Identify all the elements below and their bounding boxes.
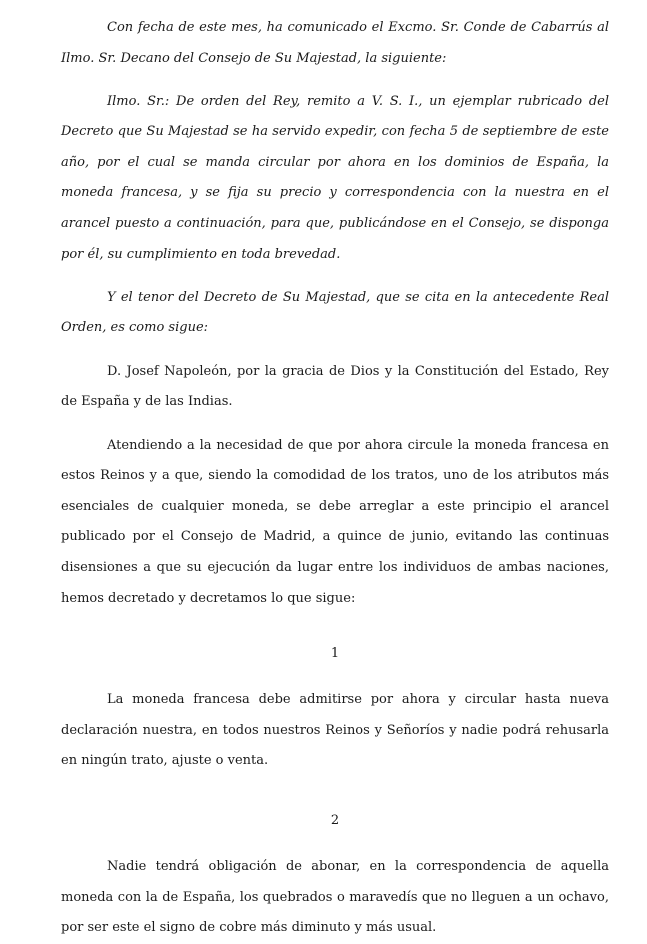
decree-introduction-paragraph: Y el tenor del Decreto de Su Majestad, que se cita en la antecedente Real Orden, es como sigue: bbox=[61, 289, 609, 336]
decree-preamble-paragraph: Atendiendo a la necesidad de que por ahora circule la moneda francesa en estos Reinos y a que, siendo la comodidad de los tratos, uno de los atributos más esenciales de cualquier moneda, se debe arreglar a este principio el arancel publicado por el Consejo de Madrid, a quince de junio, evitando las continuas disensiones a que su ejecución da lugar entre los individuos de ambas naciones, hemos decretado y decretamos lo que sigue: bbox=[61, 437, 609, 606]
royal-order-paragraph: Ilmo. Sr.: De orden del Rey, remito a V. S. I., un ejemplar rubricado del Decreto que Su Majestad se ha servido expedir, con fecha 5 de septiembre de este año, por el cual se manda circular por ahora en los dominios de España, la moneda francesa, y se fija su precio y correspondencia con la nuestra en el arancel puesto a continuación, para que, publicándose en el Consejo, se disponga por él, su cumplimiento en toda brevedad. bbox=[61, 93, 609, 262]
section-number-1: 1 bbox=[330, 646, 340, 662]
section-2-paragraph: Nadie tendrá obligación de abonar, en la correspondencia de aquella moneda con la de España, los quebrados o maravedís que no lleguen a un ochavo, por ser este el signo de cobre más diminuto y más usual. bbox=[61, 859, 609, 936]
section-1-paragraph: La moneda francesa debe admitirse por ahora y circular hasta nueva declaración nuestra, en todos nuestros Reinos y Señoríos y nadie podrá rehusarla en ningún trato, ajuste o venta. bbox=[61, 692, 609, 769]
section-number-2: 2 bbox=[330, 813, 340, 829]
king-title-paragraph: D. Josef Napoleón, por la gracia de Dios y la Constitución del Estado, Rey de España y de las Indias. bbox=[61, 363, 609, 410]
intro-paragraph: Con fecha de este mes, ha comunicado el Excmo. Sr. Conde de Cabarrús al Ilmo. Sr. Decano del Consejo de Su Majestad, la siguiente: bbox=[61, 20, 609, 66]
